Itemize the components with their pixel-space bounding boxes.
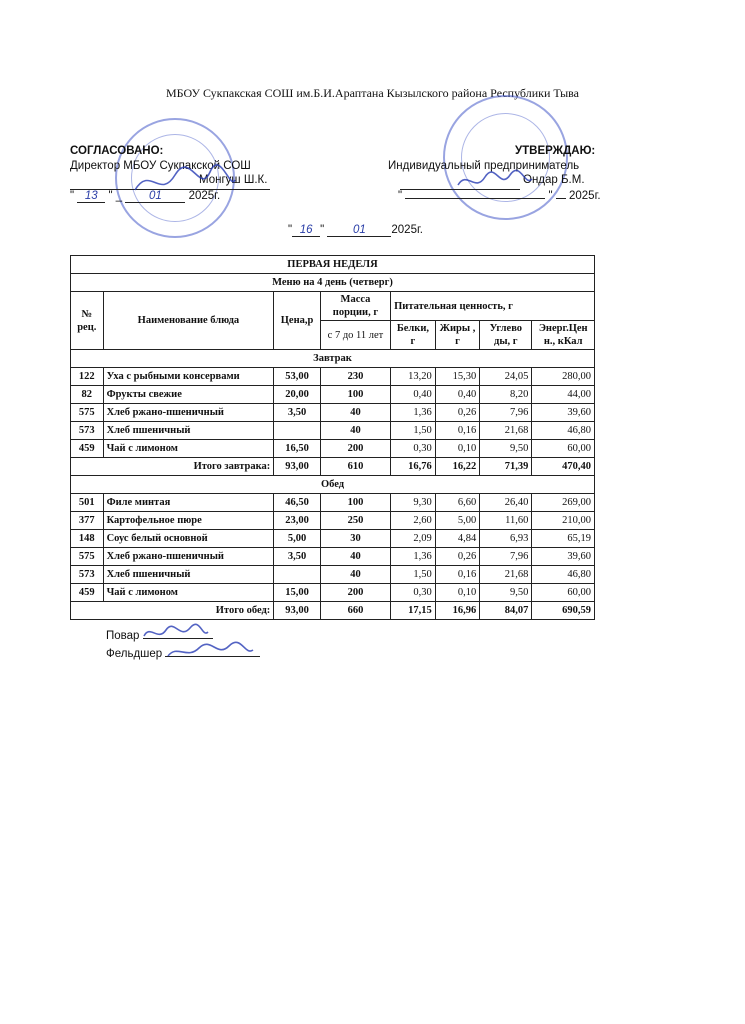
cell-energy: 269,00 <box>532 494 595 512</box>
total-protein: 17,15 <box>391 602 436 620</box>
header-mass: Масса порции, г <box>320 292 390 321</box>
cell-price: 20,00 <box>274 386 321 404</box>
cell-fat: 6,60 <box>435 494 480 512</box>
medic-signature <box>165 640 255 662</box>
cell-dish-name: Фрукты свежие <box>103 386 274 404</box>
total-price: 93,00 <box>274 602 321 620</box>
cell-protein: 1,36 <box>391 404 436 422</box>
cell-dish-name: Чай с лимоном <box>103 584 274 602</box>
table-row <box>71 368 595 386</box>
cell-protein: 2,60 <box>391 512 436 530</box>
total-fat: 16,96 <box>435 602 480 620</box>
left-date-quote-open: " <box>70 190 75 202</box>
cell-mass: 200 <box>320 440 390 458</box>
cell-fat: 0,26 <box>435 548 480 566</box>
cell-fat: 0,40 <box>435 386 480 404</box>
cell-protein: 9,30 <box>391 494 436 512</box>
cell-fat: 0,10 <box>435 440 480 458</box>
cell-recipe-number: 501 <box>71 494 104 512</box>
menu-body <box>71 350 595 620</box>
header-fat: Жиры , г <box>435 321 480 350</box>
cell-dish-name: Чай с лимоном <box>103 440 274 458</box>
cell-fat: 0,26 <box>435 404 480 422</box>
cell-energy: 46,80 <box>532 422 595 440</box>
cell-carbs: 9,50 <box>480 440 532 458</box>
cell-energy: 44,00 <box>532 386 595 404</box>
cell-recipe-number: 575 <box>71 404 104 422</box>
center-date <box>288 224 423 237</box>
header-dish-name: Наименование блюда <box>103 292 274 350</box>
total-price: 93,00 <box>274 458 321 476</box>
cell-price: 16,50 <box>274 440 321 458</box>
right-heading: УТВЕРЖДАЮ: <box>515 145 596 157</box>
center-date-quote-open: " <box>288 224 293 236</box>
cell-protein: 2,09 <box>391 530 436 548</box>
cell-mass: 40 <box>320 548 390 566</box>
cell-protein: 0,30 <box>391 440 436 458</box>
header-energy: Энерг.Цен н., кКал <box>532 321 595 350</box>
cell-carbs: 21,68 <box>480 566 532 584</box>
left-date-day: 13 <box>77 190 105 203</box>
cell-carbs: 11,60 <box>480 512 532 530</box>
cell-energy: 280,00 <box>532 368 595 386</box>
header-price: Цена,р <box>274 292 321 350</box>
section-title: Завтрак <box>71 350 595 368</box>
entrepreneur-signature <box>455 165 535 195</box>
organization-title: МБОУ Сукпакская СОШ им.Б.И.Араптана Кызылского района Республики Тыва <box>165 86 580 100</box>
table-row <box>71 422 595 440</box>
total-row <box>71 602 595 620</box>
cell-energy: 39,60 <box>532 404 595 422</box>
total-energy: 470,40 <box>532 458 595 476</box>
total-protein: 16,76 <box>391 458 436 476</box>
right-name: Ондар Б.М. <box>523 174 585 186</box>
cell-energy: 65,19 <box>532 530 595 548</box>
cell-mass: 40 <box>320 404 390 422</box>
cell-protein: 0,40 <box>391 386 436 404</box>
cell-price: 15,00 <box>274 584 321 602</box>
medic-label: Фельдшер <box>106 648 163 660</box>
cell-energy: 210,00 <box>532 512 595 530</box>
cell-price: 3,50 <box>274 404 321 422</box>
cell-protein: 1,50 <box>391 566 436 584</box>
total-carbs: 84,07 <box>480 602 532 620</box>
left-date-quote-close: " _ <box>108 190 123 202</box>
cell-mass: 40 <box>320 422 390 440</box>
cell-dish-name: Филе минтая <box>103 494 274 512</box>
table-row <box>71 386 595 404</box>
cell-recipe-number: 575 <box>71 548 104 566</box>
cell-mass: 100 <box>320 386 390 404</box>
table-row <box>71 404 595 422</box>
center-date-month: 01 <box>327 224 391 237</box>
cell-dish-name: Уха с рыбными консервами <box>103 368 274 386</box>
cell-price <box>274 422 321 440</box>
cell-fat: 0,16 <box>435 566 480 584</box>
cell-mass: 100 <box>320 494 390 512</box>
center-date-day: 16 <box>292 224 320 237</box>
center-date-quote-close: " <box>320 224 325 236</box>
right-date-blank <box>405 198 545 199</box>
left-date-year: 2025г. <box>188 190 221 202</box>
cell-carbs: 8,20 <box>480 386 532 404</box>
cell-dish-name: Хлеб пшеничный <box>103 566 274 584</box>
cell-protein: 0,30 <box>391 584 436 602</box>
header-carbs: Углево ды, г <box>480 321 532 350</box>
cell-mass: 250 <box>320 512 390 530</box>
cell-energy: 60,00 <box>532 584 595 602</box>
cell-mass: 230 <box>320 368 390 386</box>
cell-protein: 13,20 <box>391 368 436 386</box>
cell-protein: 1,36 <box>391 548 436 566</box>
table-row <box>71 530 595 548</box>
section-title: Обед <box>71 476 595 494</box>
cell-mass: 30 <box>320 530 390 548</box>
table-row <box>71 494 595 512</box>
cell-dish-name: Хлеб пшеничный <box>103 422 274 440</box>
cell-carbs: 21,68 <box>480 422 532 440</box>
total-label: Итого завтрака: <box>71 458 274 476</box>
right-position: Индивидуальный предприниматель <box>388 160 580 172</box>
total-mass: 610 <box>320 458 390 476</box>
table-row <box>71 440 595 458</box>
week-title: ПЕРВАЯ НЕДЕЛЯ <box>71 256 595 274</box>
menu-day-title: Меню на 4 день (четверг) <box>71 274 595 292</box>
cell-dish-name: Картофельное пюре <box>103 512 274 530</box>
cell-fat: 4,84 <box>435 530 480 548</box>
cell-dish-name: Хлеб ржано-пшеничный <box>103 404 274 422</box>
header-protein: Белки, г <box>391 321 436 350</box>
left-position: Директор МБОУ Сукпакской СОШ <box>70 160 251 172</box>
table-row <box>71 584 595 602</box>
right-date-quote-open: " <box>398 190 403 202</box>
right-date-year: 2025г. <box>569 190 601 202</box>
header-nutrition: Питательная ценность, г <box>391 292 595 321</box>
cell-recipe-number: 377 <box>71 512 104 530</box>
cell-fat: 15,30 <box>435 368 480 386</box>
cell-carbs: 26,40 <box>480 494 532 512</box>
cell-price: 46,50 <box>274 494 321 512</box>
total-label: Итого обед: <box>71 602 274 620</box>
total-mass: 660 <box>320 602 390 620</box>
cell-energy: 46,80 <box>532 566 595 584</box>
cell-recipe-number: 573 <box>71 566 104 584</box>
cell-energy: 60,00 <box>532 440 595 458</box>
cell-mass: 40 <box>320 566 390 584</box>
left-heading: СОГЛАСОВАНО: <box>70 145 164 157</box>
cell-price <box>274 566 321 584</box>
cell-price: 23,00 <box>274 512 321 530</box>
table-row <box>71 566 595 584</box>
right-date-quote-close: " <box>548 190 553 202</box>
center-date-year: 2025г. <box>391 224 423 236</box>
left-date-month: 01 <box>125 190 185 203</box>
cell-recipe-number: 459 <box>71 584 104 602</box>
table-row <box>71 512 595 530</box>
cell-price: 3,50 <box>274 548 321 566</box>
cell-dish-name: Хлеб ржано-пшеничный <box>103 548 274 566</box>
cell-recipe-number: 148 <box>71 530 104 548</box>
cell-carbs: 7,96 <box>480 404 532 422</box>
cell-carbs: 6,93 <box>480 530 532 548</box>
cell-fat: 5,00 <box>435 512 480 530</box>
cell-energy: 39,60 <box>532 548 595 566</box>
cell-carbs: 7,96 <box>480 548 532 566</box>
cell-recipe-number: 573 <box>71 422 104 440</box>
director-signature <box>130 160 240 205</box>
cell-protein: 1,50 <box>391 422 436 440</box>
header-age-group: с 7 до 11 лет <box>320 321 390 350</box>
cell-fat: 0,16 <box>435 422 480 440</box>
header-recipe-number: № рец. <box>71 292 104 350</box>
total-carbs: 71,39 <box>480 458 532 476</box>
left-name: Монгуш Ш.К. <box>199 174 268 186</box>
total-fat: 16,22 <box>435 458 480 476</box>
cook-label: Повар <box>106 630 140 642</box>
total-row <box>71 458 595 476</box>
cell-recipe-number: 122 <box>71 368 104 386</box>
total-energy: 690,59 <box>532 602 595 620</box>
menu-table <box>70 255 595 620</box>
cell-carbs: 24,05 <box>480 368 532 386</box>
table-row <box>71 548 595 566</box>
cell-carbs: 9,50 <box>480 584 532 602</box>
cell-dish-name: Соус белый основной <box>103 530 274 548</box>
cell-mass: 200 <box>320 584 390 602</box>
right-date-blank-2 <box>556 198 566 199</box>
cell-recipe-number: 459 <box>71 440 104 458</box>
cell-recipe-number: 82 <box>71 386 104 404</box>
cell-price: 53,00 <box>274 368 321 386</box>
cell-price: 5,00 <box>274 530 321 548</box>
cell-fat: 0,10 <box>435 584 480 602</box>
